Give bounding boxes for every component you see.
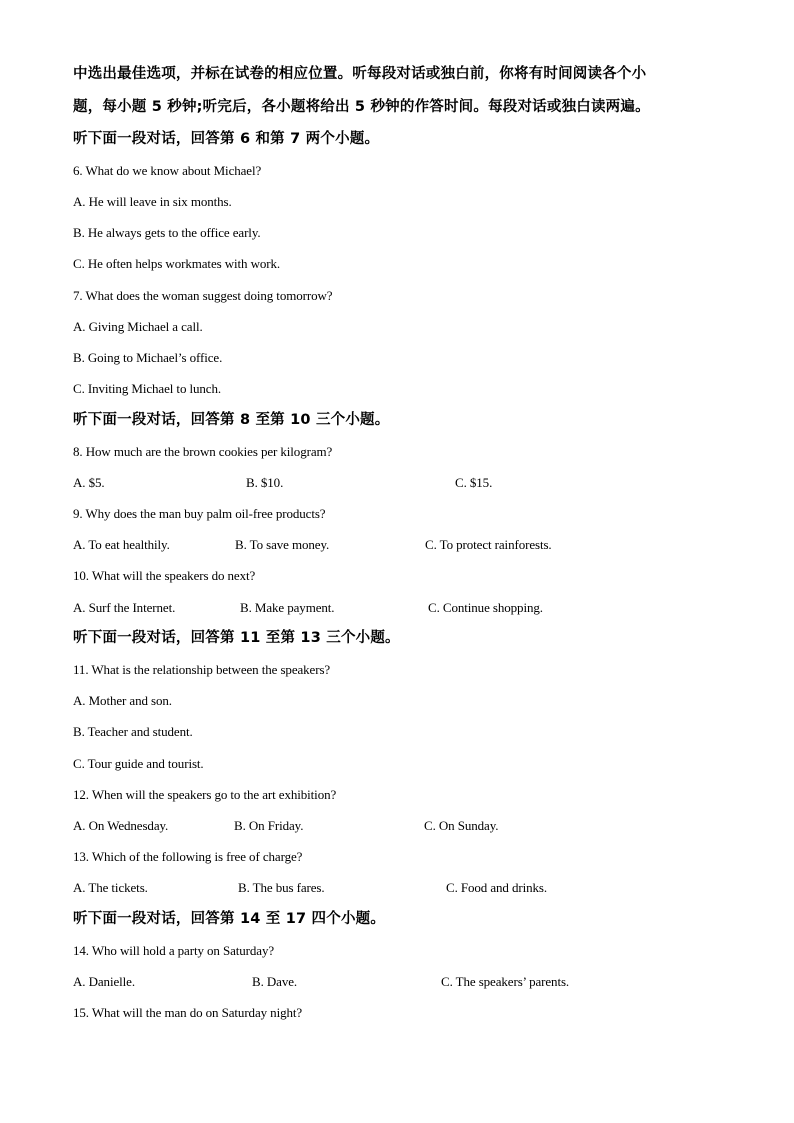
question-13-stem: 13. Which of the following is free of charge?: [73, 849, 303, 864]
question-7-option-a: A. Giving Michael a call.: [73, 319, 203, 334]
question-11-option-c: C. Tour guide and tourist.: [73, 756, 204, 771]
question-12-option-a: A. On Wednesday.: [73, 818, 169, 833]
question-12-option-b: B. On Friday.: [234, 818, 304, 833]
question-8-option-a: A. $5.: [73, 475, 105, 490]
question-7-option-c: C. Inviting Michael to lunch.: [73, 381, 222, 396]
section-heading-4: 听下面一段对话，回答第 14 至 17 四个小题。: [73, 911, 386, 927]
question-7-stem: 7. What does the woman suggest doing tomorrow?: [73, 288, 333, 303]
question-9-option-a: A. To eat healthily.: [73, 537, 170, 552]
question-14-option-c: C. The speakers’ parents.: [441, 974, 570, 989]
question-11-option-b: B. Teacher and student.: [73, 724, 193, 739]
question-10-option-b: B. Make payment.: [240, 600, 335, 615]
question-13-option-c: C. Food and drinks.: [446, 880, 548, 895]
section-heading-3: 听下面一段对话，回答第 11 至第 13 三个小题。: [73, 630, 400, 646]
question-9-option-c: C. To protect rainforests.: [425, 537, 552, 552]
question-8-option-c: C. $15.: [455, 475, 493, 490]
intro-line-2: 题，每小题 5 秒钟;听完后，各小题将给出 5 秒钟的作答时间。每段对话或独白读两遍。: [73, 99, 650, 115]
question-12-option-c: C. On Sunday.: [424, 818, 499, 833]
question-10-option-a: A. Surf the Internet.: [73, 600, 176, 615]
question-8-stem: 8. How much are the brown cookies per kilogram?: [73, 444, 333, 459]
question-6-option-a: A. He will leave in six months.: [73, 194, 232, 209]
question-11-stem: 11. What is the relationship between the speakers?: [73, 662, 331, 677]
question-7-option-b: B. Going to Michael’s office.: [73, 350, 223, 365]
section-heading-2: 听下面一段对话，回答第 8 至第 10 三个小题。: [73, 412, 390, 428]
question-13-option-b: B. The bus fares.: [238, 880, 325, 895]
question-9-option-b: B. To save money.: [235, 537, 330, 552]
question-6-stem: 6. What do we know about Michael?: [73, 163, 262, 178]
intro-line-1: 中选出最佳选项，并标在试卷的相应位置。听每段对话或独白前，你将有时间阅读各个小: [73, 66, 647, 82]
section-heading-1: 听下面一段对话，回答第 6 和第 7 两个小题。: [73, 131, 380, 147]
question-10-option-c: C. Continue shopping.: [428, 600, 543, 615]
question-11-option-a: A. Mother and son.: [73, 693, 172, 708]
question-8-option-b: B. $10.: [246, 475, 284, 490]
question-13-option-a: A. The tickets.: [73, 880, 148, 895]
question-9-stem: 9. Why does the man buy palm oil-free products?: [73, 506, 326, 521]
question-14-option-a: A. Danielle.: [73, 974, 135, 989]
question-14-option-b: B. Dave.: [252, 974, 298, 989]
question-6-option-c: C. He often helps workmates with work.: [73, 256, 281, 271]
question-12-stem: 12. When will the speakers go to the art exhibition?: [73, 787, 337, 802]
question-15-stem: 15. What will the man do on Saturday night?: [73, 1005, 303, 1020]
question-6-option-b: B. He always gets to the office early.: [73, 225, 261, 240]
question-14-stem: 14. Who will hold a party on Saturday?: [73, 943, 275, 958]
question-10-stem: 10. What will the speakers do next?: [73, 568, 256, 583]
